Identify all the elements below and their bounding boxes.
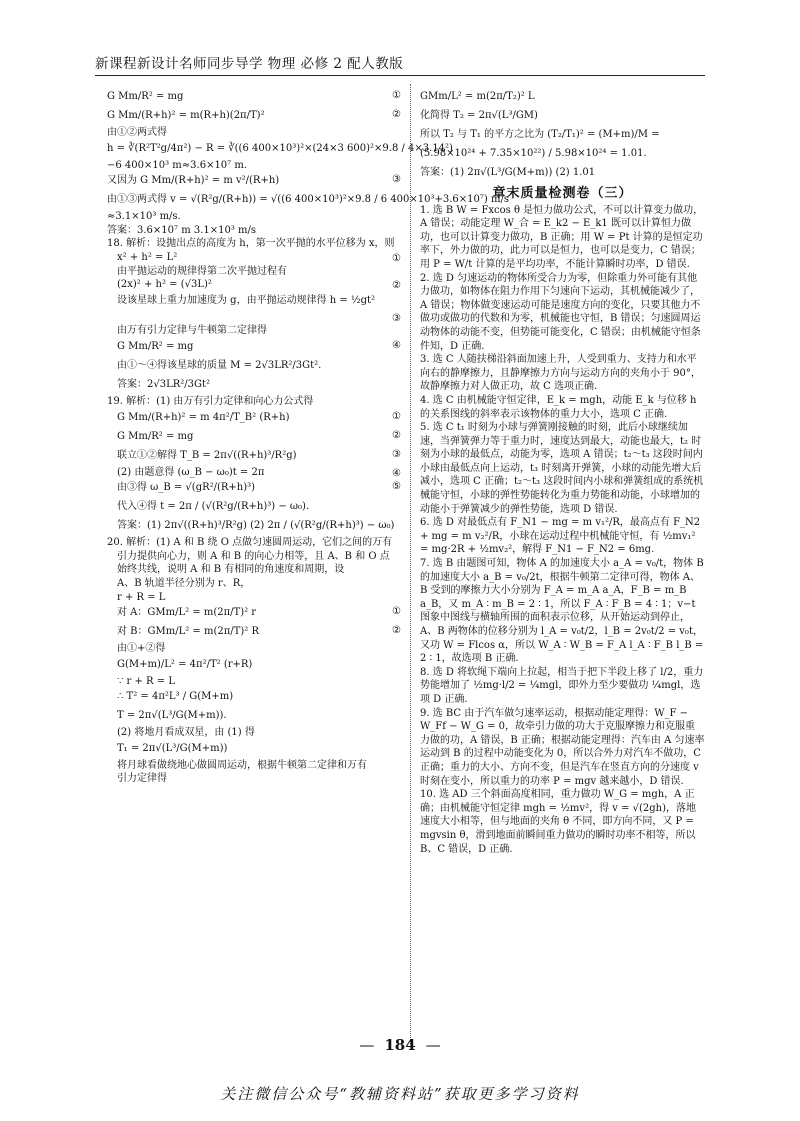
text-line bbox=[107, 210, 407, 224]
answer-item: 9. 选 BC 由于汽车做匀速率运动，根据动能定理得：W_F − W_Ff − W_G = 0，故牵引力做的功大于克服摩擦力和克服重力做的功，A 错误，B 正确；根据动能定理得：汽车由 A 匀速率运动到 B 的过程中动能变化为 0，所以合外力对汽车不做功，C 正确；重力的大小、方向不变，但是汽车在竖直方向的分速度 v 时刻在变小，所以重力的功率 P = mgv 越来越小，D 错误. bbox=[420, 707, 705, 787]
line-text: 对 B：GMm/L² = m(2π/T)² R bbox=[117, 626, 259, 638]
text-line bbox=[107, 191, 509, 210]
answer-item: 3. 选 C 人随扶梯沿斜面加速上升，人受到重力、支持力和水平向右的静摩擦力，且静摩擦力方向与运动方向的夹角小于 90°，故静摩擦力对人做正功，故 C 选项正确. bbox=[420, 354, 701, 393]
line-text: ∵ r + R = L bbox=[117, 675, 175, 687]
line-text: 又因为 G Mm/(R+h)² = m v²/(R+h) bbox=[107, 175, 280, 187]
line-text: r + R = L bbox=[117, 591, 166, 603]
text-line bbox=[107, 376, 407, 395]
text-line bbox=[107, 311, 407, 325]
answer-item: 4. 选 C 由机械能守恒定律，E_k = mgh，动能 E_k 与位移 h 的关系图线的斜率表示该物体的重力大小，选项 C 正确. bbox=[420, 394, 697, 420]
text-line bbox=[107, 536, 407, 550]
text-line bbox=[107, 447, 407, 466]
equation-number: ① bbox=[392, 410, 401, 422]
text-line bbox=[107, 159, 407, 173]
line-text: (2x)² + h² = (√3L)² bbox=[117, 279, 212, 291]
equation-number: ② bbox=[392, 109, 401, 120]
equation-number: ⑤ bbox=[392, 481, 401, 493]
footer-note: 关注微信公众号“教辅资料站”获取更多学习资料 bbox=[220, 1085, 580, 1103]
equation-number: ④ bbox=[392, 339, 401, 351]
text-line bbox=[107, 707, 407, 726]
line-text: 答案：3.6×10⁷ m 3.1×10³ m/s bbox=[107, 224, 257, 236]
line-text: A、B 轨道半径分别为 r、R， bbox=[117, 577, 251, 589]
line-text: 19. 解析：(1) 由万有引力定律和向心力公式得 bbox=[107, 395, 314, 407]
line-text: 引力定律得 bbox=[117, 773, 167, 785]
text-line bbox=[420, 145, 705, 164]
line-text: 由①②两式得 bbox=[107, 127, 167, 138]
text-line bbox=[107, 591, 407, 605]
text-line bbox=[107, 265, 407, 279]
text-line bbox=[107, 577, 407, 591]
line-text: 答案：(1) 2π√((R+h)³/R²g) (2) 2π / (√(R²g/(R+h)³) − ω₀) bbox=[117, 520, 395, 532]
line-text: ∴ T² = 4π²L³ / G(M+m) bbox=[117, 691, 234, 703]
text-line bbox=[107, 409, 407, 428]
text-line bbox=[107, 395, 407, 409]
line-text: T = 2π√(L³/G(M+m)). bbox=[117, 710, 227, 722]
line-text: 由平抛运动的规律得第二次平抛过程有 bbox=[117, 265, 287, 277]
line-text: 由①③两式得 v = √(R²g/(R+h)) = √((6 400×10³)²×9.8 / 6 400×10³+3.6×10⁷) m/s bbox=[107, 194, 509, 206]
text-line bbox=[107, 517, 407, 536]
section-title: 章末质量检测卷（三） bbox=[492, 186, 633, 201]
line-text: h = ∛(R²T²g/4π²) − R = ∛((6 400×10³)²×(24×3 600)²×9.8 / 4×3.14²) bbox=[107, 142, 453, 154]
line-text: ≈3.1×10³ m/s. bbox=[107, 211, 181, 223]
answer-item: 8. 选 D 将软绳下端向上拉起，相当于把下半段上移了 l/2，重力势能增加了 ½mg·l/2 = ¼mgl，即外力至少要做功 ¼mgl，选项 D 正确. bbox=[420, 666, 704, 705]
text-line bbox=[107, 126, 407, 140]
answer-list bbox=[420, 204, 705, 857]
line-text: G(M+m)/L² = 4π²/T² (r+R) bbox=[117, 658, 253, 670]
answer-item: 7. 选 B 由题图可知，物体 A 的加速度大小 a_A = v₀/t，物体 B 的加速度大小 a_B = v₀/2t，根据牛顿第二定律可得，物体 A、B 受到的摩擦力大小分别为 F_A = m_A a_A，F_B = m_B a_B，又 m_A ∶ m_B = 2 ∶ 1，所以 F_A ∶ F_B = 4 ∶ 1；v−t 图象中图线与横轴所围的面积表示位移，从开始运动到停止，A、B 两物体的位移分别为 l_A = v₀t/2，l_B = 2v₀t/2 = v₀t，又功 W = Flcos α，所以 W_A ∶ W_B = F_A l_A ∶ F_B l_B = 2 ∶ 1，故选项 B 正确. bbox=[420, 558, 704, 665]
line-text: 由①+②得 bbox=[117, 643, 166, 655]
equation-number: ② bbox=[392, 625, 401, 637]
line-text: G Mm/R² = mg bbox=[107, 91, 184, 102]
text-line bbox=[107, 224, 407, 238]
text-line bbox=[107, 357, 407, 376]
line-text: (2) 将地月看成双星，由 (1) 得 bbox=[117, 727, 255, 739]
line-text: 答案：2√3LR²/3Gt² bbox=[117, 378, 211, 390]
text-line bbox=[107, 740, 407, 759]
answer-item: 10. 选 AD 三个斜面高度相同，重力做功 W_G = mgh，A 正确；由机械能守恒定律 mgh = ½mv²，得 v = √(2gh)，落地速度大小相等，但与地面的夹角 θ 不同，即方向不同，又 P = mgvsin θ，滑到地面前瞬间重力做功的瞬时功率不相等，所以 B、C 错误，D 正确. bbox=[420, 789, 697, 855]
line-text: (5.98×10²⁴ + 7.35×10²²) / 5.98×10²⁴ = 1.01. bbox=[420, 148, 647, 159]
text-line bbox=[107, 604, 407, 623]
text-line bbox=[107, 498, 407, 517]
text-line bbox=[107, 550, 407, 564]
line-text: G Mm/(R+h)² = m 4π²/T_B² (R+h) bbox=[117, 411, 290, 423]
line-text: 18. 解析：设抛出点的高度为 h，第一次平抛的水平位移为 x，则 bbox=[107, 238, 395, 250]
equation-number: ③ bbox=[392, 448, 401, 460]
text-line bbox=[107, 726, 407, 740]
answer-item: 2. 选 D 匀速运动的物体所受合力为零，但除重力外可能有其他力做功，如物体在阻力作用下匀速向下运动，其机械能减少了，A 错误；物体做变速运动可能是速度方向的变化，只要其他力不做功或做功的代数和为零，机械能也守恒，B 错误；匀速圆周运动物体的动能不变，但势能可能变化，C 错误；由机械能守恒条件知，D 正确. bbox=[420, 272, 701, 352]
line-text: 化简得 T₂ = 2π√(L³/GM) bbox=[420, 110, 538, 121]
line-text: x² + h² = L² bbox=[117, 251, 178, 263]
text-line bbox=[107, 466, 407, 480]
line-text: 所以 T₂ 与 T₁ 的平方之比为 (T₂/T₁)² = (M+m)/M = bbox=[420, 129, 660, 140]
line-text: (2) 由题意得 (ω_B − ω₀)t = 2π bbox=[117, 466, 265, 478]
equation-number: ① bbox=[392, 606, 401, 618]
text-line bbox=[107, 479, 407, 498]
line-text: 代入④得 t = 2π / (√(R²g/(R+h)³) − ω₀). bbox=[117, 501, 310, 513]
line-text: 答案：(1) 2π√(L³/G(M+m)) (2) 1.01 bbox=[420, 167, 596, 178]
equation-number: ② bbox=[392, 280, 401, 292]
line-text: 联立①②解得 T_B = 2π√((R+h)³/R²g) bbox=[117, 449, 297, 461]
text-line bbox=[107, 251, 407, 265]
page-number-value: 184 bbox=[384, 1036, 416, 1054]
line-text: 由③得 ω_B = √(gR²/(R+h)³) bbox=[117, 482, 256, 494]
text-line bbox=[107, 675, 407, 689]
line-text: 引力提供向心力，则 A 和 B 的向心力相等，且 A、B 和 O 点 bbox=[117, 550, 390, 562]
text-line bbox=[107, 428, 407, 447]
header-rule bbox=[95, 75, 705, 76]
answer-item: 5. 选 C t₁ 时刻为小球与弹簧刚接触的时刻，此后小球继续加速，当弹簧弹力等于重力时，速度达到最大，动能也最大，t₂ 时刻为小球的最低点，动能为零，选项 A 错误；t₂～t₃ 这段时间内小球由最低点向上运动，t₃ 时刻离开弹簧，小球的动能先增大后减小，选项 C 正确；t₂～t₃ 这段时间内小球和弹簧组成的系统机械能守恒，小球的弹性势能转化为重力势能和动能，小球增加的动能小于弹簧减少的弹性势能，选项 D 错误. bbox=[420, 422, 704, 515]
text-line bbox=[107, 140, 453, 159]
equation-number: ③ bbox=[392, 312, 401, 324]
line-text: G Mm/(R+h)² = m(R+h)(2π/T)² bbox=[107, 110, 265, 121]
text-line bbox=[107, 623, 407, 642]
line-text: GMm/L² = m(2π/T₂)² L bbox=[420, 91, 535, 102]
line-text: 20. 解析：(1) A 和 B 绕 O 点做匀速圆周运动，它们之间的万有 bbox=[107, 537, 393, 549]
dash-right: — bbox=[425, 1036, 441, 1054]
text-line bbox=[420, 126, 705, 145]
text-line bbox=[107, 772, 407, 786]
line-text: 由①～④得该星球的质量 M = 2√3LR²/3Gt². bbox=[117, 359, 322, 371]
line-text: 对 A：GMm/L² = m(2π/T)² r bbox=[117, 607, 257, 619]
text-line bbox=[107, 278, 407, 292]
equation-number: ① bbox=[392, 90, 401, 101]
equation-number: ④ bbox=[392, 467, 401, 479]
text-line bbox=[107, 237, 407, 251]
line-text: 始终共线，说明 A 和 B 有相同的角速度和周期，设 bbox=[117, 564, 345, 576]
text-line bbox=[107, 107, 407, 126]
line-text: −6 400×10³ m≈3.6×10⁷ m. bbox=[107, 159, 248, 171]
answer-item: 1. 选 B W = Fxcos θ 是恒力做功公式，不可以计算变力做功，A 错误；动能定理 W_合 = E_k2 − E_k1 既可以计算恒力做功，也可以计算变力做功，B 正确；用 W = Pt 计算的是恒定功率下，外力做的功，此力可以是恒力，也可以是变力，C 错误；用 P = W/t 计算的是平均功率，不能计算瞬时功率，D 错误. bbox=[420, 204, 704, 270]
text-line bbox=[107, 338, 407, 357]
line-text: 将月球看做绕地心做圆周运动，根据牛顿第二定律和万有 bbox=[117, 759, 367, 771]
text-line bbox=[420, 88, 705, 107]
text-line bbox=[107, 324, 407, 338]
equation-number: ③ bbox=[392, 174, 401, 186]
right-column-derivation bbox=[420, 88, 705, 183]
text-line bbox=[420, 164, 705, 183]
line-text: 由万有引力定律与牛顿第二定律得 bbox=[117, 325, 267, 337]
equation-number: ① bbox=[392, 252, 401, 264]
text-line bbox=[107, 642, 407, 656]
line-text: 设该星球上重力加速度为 g，由平抛运动规律得 h = ½gt² bbox=[117, 294, 376, 306]
line-text: T₁ = 2π√(L³/G(M+m)) bbox=[117, 742, 228, 754]
equation-number: ② bbox=[392, 429, 401, 441]
line-text: G Mm/R² = mg bbox=[117, 340, 194, 352]
dash-left: — bbox=[359, 1036, 375, 1054]
text-line bbox=[107, 292, 407, 311]
text-line bbox=[107, 172, 407, 191]
text-line bbox=[420, 107, 705, 126]
text-line bbox=[107, 759, 407, 773]
right-column bbox=[420, 88, 705, 856]
line-text: G Mm/R² = mg bbox=[117, 430, 194, 442]
text-line bbox=[107, 688, 407, 707]
text-line bbox=[107, 563, 407, 577]
text-line bbox=[107, 656, 407, 675]
page-number bbox=[0, 1036, 800, 1054]
header-title: 新课程新设计名师同步导学 物理 必修 2 配人教版 bbox=[95, 56, 404, 72]
answer-item: 6. 选 D 对最低点有 F_N1 − mg = m v₁²/R，最高点有 F_N2 + mg = m v₂²/R，小球在运动过程中机械能守恒，有 ½mv₁² = mg·2R + ½mv₂²，解得 F_N1 − F_N2 = 6mg. bbox=[420, 517, 701, 556]
column-separator bbox=[410, 84, 411, 1044]
text-line bbox=[107, 88, 407, 107]
